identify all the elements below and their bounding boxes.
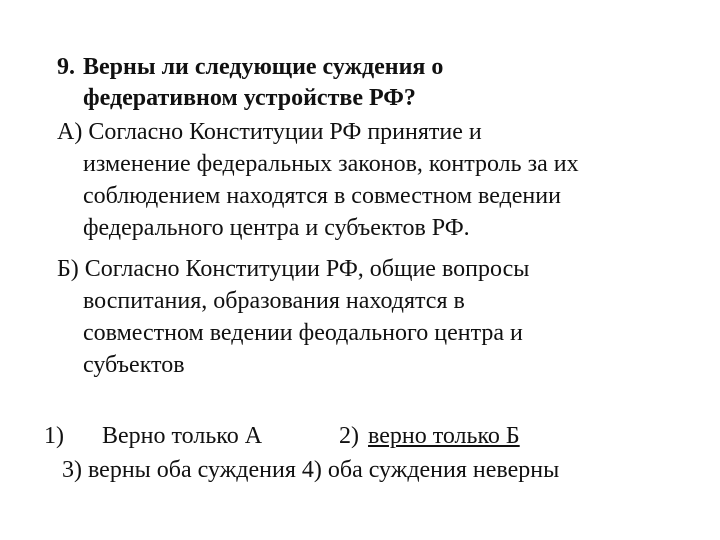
statement-b-line-2: воспитания, образования находятся в xyxy=(83,288,465,314)
answer-1-number: 1) xyxy=(44,423,64,449)
statement-a-line-3: соблюдением находятся в совместном ведении xyxy=(83,183,561,209)
statement-a-line-4: федерального центра и субъектов РФ. xyxy=(83,215,470,241)
question-line-1: Верны ли следующие суждения о xyxy=(83,54,444,80)
answer-2-number: 2) xyxy=(339,423,359,449)
statement-b-line-1: Б) Согласно Конституции РФ, общие вопросы xyxy=(57,256,530,282)
question-line-2: федеративном устройстве РФ? xyxy=(83,85,416,111)
statement-b-line-3: совместном ведении феодального центра и xyxy=(83,320,523,346)
answer-2-text: верно только Б xyxy=(368,423,520,449)
answer-1-text: Верно только А xyxy=(102,423,263,449)
question-text xyxy=(83,52,683,114)
statement-a-line-2: изменение федеральных законов, контроль за их xyxy=(83,151,579,177)
answer-options-row-2 xyxy=(62,454,559,486)
statement-b-line-4: субъектов xyxy=(83,352,185,378)
answer-4: 4) оба суждения неверны xyxy=(301,457,560,483)
statement-a xyxy=(57,116,579,244)
answer-3: 3) верны оба суждения xyxy=(62,457,296,483)
statement-b xyxy=(57,253,529,381)
question-number: 9. xyxy=(57,54,75,80)
statement-a-line-1: А) Согласно Конституции РФ принятие и xyxy=(57,119,482,145)
